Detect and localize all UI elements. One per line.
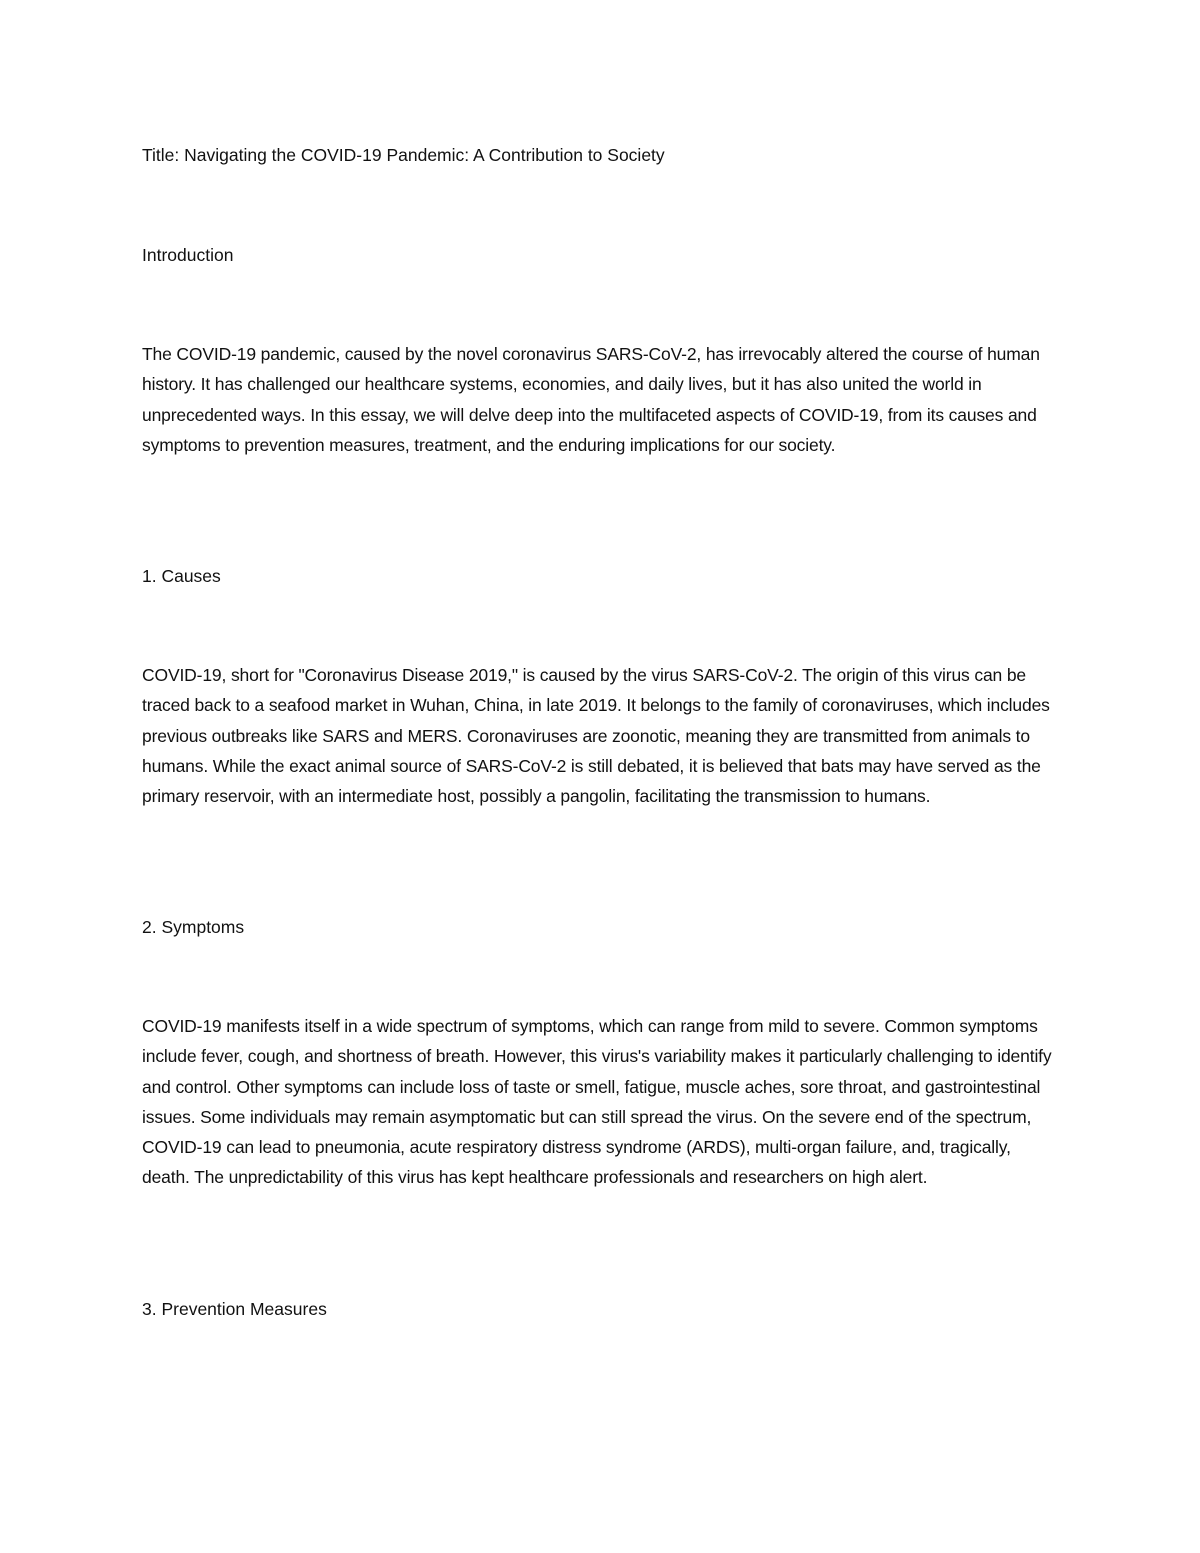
section-heading-causes: 1. Causes (142, 566, 221, 586)
introduction-paragraph: The COVID-19 pandemic, caused by the novel coronavirus SARS-CoV-2, has irrevocably altered the course of human history. It has challenged our healthcare systems, economies, and daily lives, but it has also united the world in unprecedented ways. In this essay, we will delve deep into the multifaceted aspects of COVID-19, from its causes and symptoms to prevention measures, treatment, and the enduring implications for our society. (142, 344, 1040, 455)
section-heading-introduction: Introduction (142, 245, 234, 265)
causes-paragraph: COVID-19, short for "Coronavirus Disease 2019," is caused by the virus SARS-CoV-2. The origin of this virus can be traced back to a seafood market in Wuhan, China, in late 2019. It belongs to the family of coronaviruses, which includes previous outbreaks like SARS and MERS. Coronaviruses are zoonotic, meaning they are transmitted from animals to humans. While the exact animal source of SARS-CoV-2 is still debated, it is believed that bats may have served as the primary reservoir, with an intermediate host, possibly a pangolin, facilitating the transmission to humans. (142, 665, 1050, 807)
symptoms-paragraph: COVID-19 manifests itself in a wide spectrum of symptoms, which can range from mild to severe. Common symptoms include fever, cough, and shortness of breath. However, this virus's variability makes it particularly challenging to identify and control. Other symptoms can include loss of taste or smell, fatigue, muscle aches, sore throat, and gastrointestinal issues. Some individuals may remain asymptomatic but can still spread the virus. On the severe end of the spectrum, COVID-19 can lead to pneumonia, acute respiratory distress syndrome (ARDS), multi-organ failure, and, tragically, death. The unpredictability of this virus has kept healthcare professionals and researchers on high alert. (142, 1016, 1052, 1188)
section-heading-prevention-measures: 3. Prevention Measures (142, 1299, 327, 1319)
section-heading-symptoms: 2. Symptoms (142, 917, 245, 937)
document-title: Title: Navigating the COVID-19 Pandemic: A Contribution to Society (142, 145, 665, 165)
